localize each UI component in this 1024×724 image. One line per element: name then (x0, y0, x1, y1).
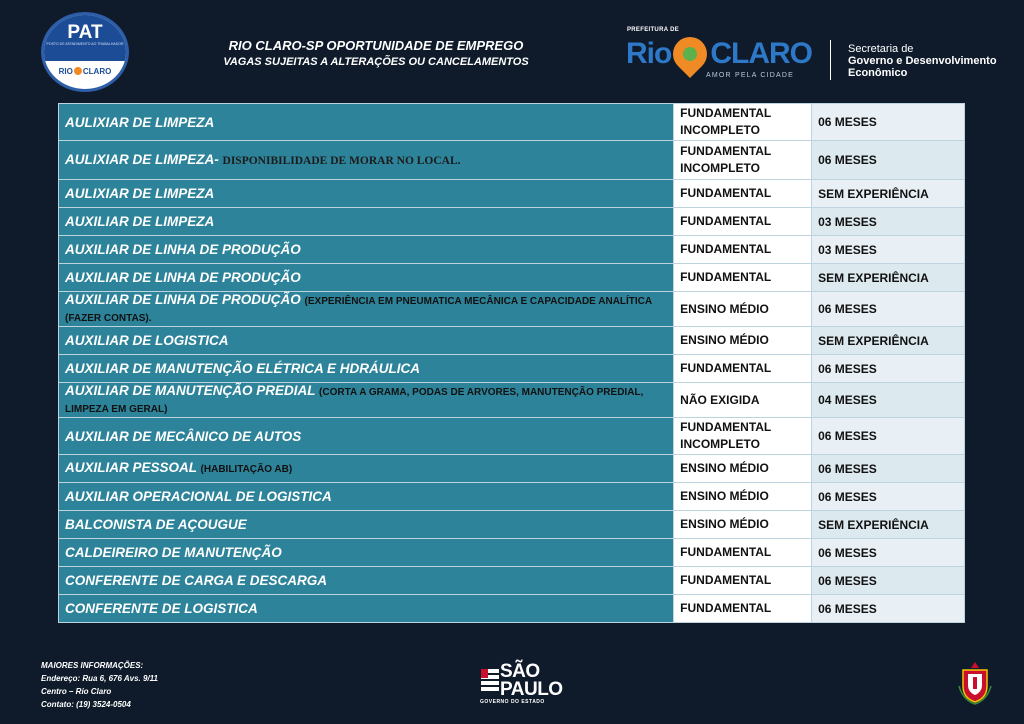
table-row (59, 264, 965, 292)
table-row (59, 292, 965, 327)
title-line-2: VAGAS SUJEITAS A ALTERAÇÕES OU CANCELAMENTOS (223, 56, 529, 68)
job-title: AULIXIAR DE LIMPEZA (65, 114, 215, 130)
secretaria-label (848, 43, 997, 79)
job-title: AUXILIAR DE MANUTENÇÃO ELÉTRICA E HDRÁULICA (65, 361, 420, 376)
governo-label: GOVERNO DO ESTADO (480, 699, 545, 705)
experience-cell: 06 MESES (812, 595, 965, 623)
experience-cell: 06 MESES (812, 539, 965, 567)
job-title: AUXILIAR DE LOGISTICA (65, 333, 229, 348)
sp-line-1: SÃO (500, 661, 540, 682)
pat-title: PAT (67, 22, 103, 43)
job-title-cell (59, 208, 674, 236)
job-title-cell (59, 595, 674, 623)
table-row (59, 208, 965, 236)
education-cell: ENSINO MÉDIO (674, 455, 812, 483)
education-cell: FUNDAMENTAL INCOMPLETO (674, 104, 812, 141)
table-row (59, 104, 965, 141)
secretaria-line-1: Secretaria de (848, 43, 914, 55)
education-cell: FUNDAMENTAL (674, 595, 812, 623)
job-title-cell (59, 511, 674, 539)
table-row (59, 455, 965, 483)
page-title (190, 37, 562, 70)
job-title-cell (59, 180, 674, 208)
education-cell: FUNDAMENTAL INCOMPLETO (674, 418, 812, 455)
experience-cell: 06 MESES (812, 418, 965, 455)
job-title-cell (59, 483, 674, 511)
job-title-cell (59, 383, 674, 418)
job-title-cell (59, 264, 674, 292)
job-title: AUXILIAR DE MECÂNICO DE AUTOS (65, 428, 302, 444)
experience-cell: 06 MESES (812, 104, 965, 141)
experience-cell: 06 MESES (812, 292, 965, 327)
pat-subtitle: POSTO DE ATENDIMENTO AO TRABALHADOR (46, 42, 124, 46)
experience-cell: SEM EXPERIÊNCIA (812, 264, 965, 292)
table-row (59, 418, 965, 455)
job-note: (EXPERIÊNCIA EM PNEUMATICA MECÂNICA E CAPACIDADE ANALÍTICA (FAZER CONTAS). (65, 296, 652, 324)
job-title-cell (59, 539, 674, 567)
prefeitura-label: PREFEITURA DE (627, 27, 680, 33)
experience-cell: 06 MESES (812, 355, 965, 383)
job-title: AULIXIAR DE LIMPEZA (65, 186, 215, 201)
education-cell: FUNDAMENTAL (674, 264, 812, 292)
experience-cell: 06 MESES (812, 455, 965, 483)
pat-logo-rio: RIO (58, 67, 73, 76)
jobs-table (58, 103, 965, 623)
sao-paulo-text (500, 663, 563, 699)
pin-icon (74, 67, 82, 75)
logo-claro: CLARO (710, 37, 812, 70)
experience-cell: SEM EXPERIÊNCIA (812, 511, 965, 539)
job-title: AUXILIAR DE LINHA DE PRODUÇÃO (65, 270, 301, 285)
job-title-cell (59, 355, 674, 383)
job-title-cell (59, 141, 674, 180)
info-title: MAIORES INFORMAÇÕES: (41, 661, 144, 670)
education-cell: ENSINO MÉDIO (674, 292, 812, 327)
coat-of-arms-icon (957, 660, 993, 706)
experience-cell: 03 MESES (812, 236, 965, 264)
table-row (59, 327, 965, 355)
job-title-cell (59, 104, 674, 141)
education-cell: FUNDAMENTAL (674, 539, 812, 567)
experience-cell: 03 MESES (812, 208, 965, 236)
experience-cell: 04 MESES (812, 383, 965, 418)
job-title-cell (59, 567, 674, 595)
job-title-cell (59, 455, 674, 483)
education-cell: ENSINO MÉDIO (674, 327, 812, 355)
pat-rio-claro-logo (44, 67, 126, 76)
sao-paulo-logo (478, 661, 563, 711)
education-cell: FUNDAMENTAL INCOMPLETO (674, 141, 812, 180)
sp-line-2: PAULO (500, 679, 563, 700)
table-row (59, 236, 965, 264)
education-cell: FUNDAMENTAL (674, 208, 812, 236)
table-row (59, 355, 965, 383)
job-title: AUXILIAR DE LIMPEZA (65, 214, 215, 229)
job-title: CONFERENTE DE CARGA E DESCARGA (65, 573, 328, 588)
table-row (59, 383, 965, 418)
job-title: CONFERENTE DE LOGISTICA (65, 601, 258, 616)
education-cell: FUNDAMENTAL (674, 236, 812, 264)
job-title-cell (59, 418, 674, 455)
table-row (59, 567, 965, 595)
logo-divider (830, 40, 831, 80)
job-note: (CORTA A GRAMA, PODAS DE ARVORES, MANUTENÇÃO PREDIAL, LIMPEZA EM GERAL) (65, 387, 644, 415)
logo-slogan: AMOR PELA CIDADE (706, 72, 795, 79)
education-cell: FUNDAMENTAL (674, 355, 812, 383)
job-title: AUXILIAR DE LINHA DE PRODUÇÃO (65, 242, 301, 257)
rio-claro-logo (626, 34, 812, 74)
pat-logo-claro: CLARO (82, 67, 112, 76)
info-contact: Contato: (19) 3524-0504 (41, 700, 131, 709)
job-title-cell (59, 292, 674, 327)
experience-cell: 06 MESES (812, 141, 965, 180)
table-row (59, 180, 965, 208)
info-address: Endereço: Rua 6, 676 Avs. 9/11 (41, 674, 158, 683)
secretaria-line-3: Econômico (848, 67, 908, 79)
jobs-table-body (59, 104, 965, 623)
contact-info (41, 659, 158, 711)
education-cell: FUNDAMENTAL (674, 180, 812, 208)
job-title: AULIXIAR DE LIMPEZA- (65, 151, 219, 167)
job-title: BALCONISTA DE AÇOUGUE (65, 517, 247, 532)
experience-cell: SEM EXPERIÊNCIA (812, 327, 965, 355)
table-row (59, 539, 965, 567)
pat-logo (41, 12, 129, 92)
table-row (59, 483, 965, 511)
education-cell: ENSINO MÉDIO (674, 483, 812, 511)
pat-badge-top (44, 15, 126, 61)
experience-cell: SEM EXPERIÊNCIA (812, 180, 965, 208)
table-row (59, 511, 965, 539)
info-center: Centro – Rio Claro (41, 687, 112, 696)
job-title: AUXILIAR PESSOAL (65, 460, 197, 475)
logo-rio: Rio (626, 37, 672, 70)
job-title-cell (59, 236, 674, 264)
title-line-1: RIO CLARO-SP OPORTUNIDADE DE EMPREGO (228, 38, 524, 53)
job-note: DISPONIBILIDADE DE MORAR NO LOCAL. (222, 154, 461, 167)
job-title: AUXILIAR DE LINHA DE PRODUÇÃO (65, 292, 301, 307)
experience-cell: 06 MESES (812, 483, 965, 511)
table-row (59, 595, 965, 623)
secretaria-line-2: Governo e Desenvolvimento (848, 55, 997, 67)
job-title-cell (59, 327, 674, 355)
job-title: AUXILIAR OPERACIONAL DE LOGISTICA (65, 489, 332, 504)
job-title: AUXILIAR DE MANUTENÇÃO PREDIAL (65, 383, 316, 398)
sao-paulo-map-icon (480, 665, 500, 695)
education-cell: FUNDAMENTAL (674, 567, 812, 595)
job-note: (HABILITAÇÃO AB) (200, 464, 293, 475)
education-cell: ENSINO MÉDIO (674, 511, 812, 539)
job-title: CALDEIREIRO DE MANUTENÇÃO (65, 545, 282, 560)
education-cell: NÃO EXIGIDA (674, 383, 812, 418)
location-pin-icon (666, 30, 714, 78)
experience-cell: 06 MESES (812, 567, 965, 595)
table-row (59, 141, 965, 180)
